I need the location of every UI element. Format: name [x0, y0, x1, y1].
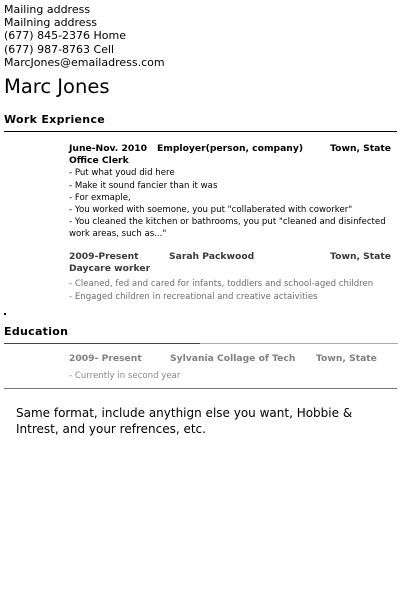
job-bullet: - Cleaned, fed and cared for infants, toddlers and school-aged children [69, 279, 374, 290]
job-header [69, 143, 391, 155]
job-bullet: - Put what youd did here [69, 168, 175, 179]
job-location: Town, State [330, 143, 391, 154]
mailing-address-line-1: Mailing address [4, 3, 91, 16]
education-rule-left [4, 343, 202, 344]
education-entry [69, 353, 391, 381]
job-employer: Sarah Packwood [169, 251, 255, 262]
job-employer: Employer(person, company) [157, 143, 304, 154]
job-bullets [69, 167, 391, 240]
job-date: 2009-Present [69, 251, 139, 262]
education-location: Town, State [316, 353, 377, 364]
job-bullet: - Engaged children in recreational and creative actaivities [69, 291, 318, 302]
job-location: Town, State [330, 251, 391, 262]
job-bullet: - You worked with soemone, you put "collaberated with coworker" [69, 205, 353, 216]
education-school: Sylvania Collage of Tech [170, 353, 296, 364]
education-bottom-rule [4, 388, 397, 389]
mailing-address-line-2: Mailning address [4, 16, 98, 30]
job-header [69, 251, 391, 263]
education-heading: Education [4, 325, 69, 338]
contact-block [4, 3, 165, 69]
cell-phone: (677) 987-8763 Cell [4, 42, 115, 56]
footer-note: Same format, include anythign else you want, Hobbie & Intrest, and your refrences, etc. [16, 406, 353, 436]
job-entry-1 [69, 143, 391, 241]
job-entry-2 [69, 251, 391, 303]
work-section-rule [4, 131, 397, 132]
home-phone: (677) 845-2376 Home [4, 29, 127, 43]
job-bullet: - You cleaned the kitchen or bathrooms, you put "cleaned and disinfected work areas, such as..." [69, 217, 386, 240]
job-bullets [69, 278, 391, 302]
person-name: Marc Jones [4, 75, 110, 98]
education-header [69, 353, 391, 364]
job-bullet: - Make it sound fancier than it was [69, 180, 218, 191]
job-bullet: - For exmaple, [69, 192, 131, 203]
job-date: June-Nov. 2010 [69, 143, 148, 154]
education-note: - Currently in second year [69, 371, 181, 381]
job-title: Office Clerk [69, 155, 129, 167]
job-title: Daycare worker [69, 263, 151, 275]
education-rule-right [200, 343, 398, 344]
education-date: 2009- Present [69, 353, 142, 364]
stray-mark [4, 313, 6, 315]
email-address: MarcJones@emailadress.com [4, 55, 165, 69]
work-experience-heading: Work Exprience [4, 113, 106, 126]
